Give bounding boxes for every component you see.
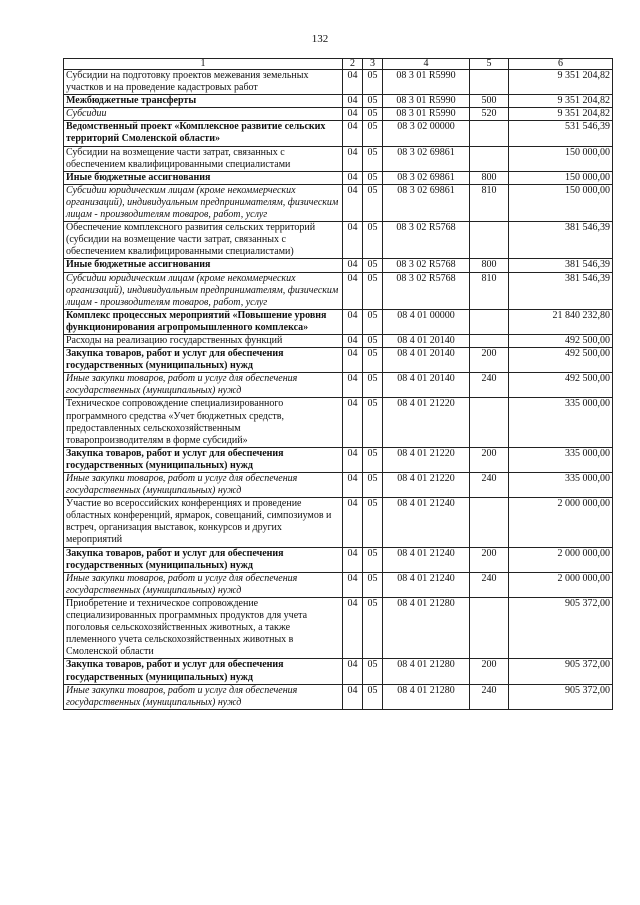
row-name-cell: Субсидии на подготовку проектов межевания земельных участков и на проведение кадастровых работ [64,70,343,95]
target-article-cell: 08 4 01 21240 [383,547,470,572]
table-row [64,373,613,398]
section-cell: 04 [343,498,363,547]
table-row [64,171,613,184]
table-row [64,684,613,709]
target-article-cell: 08 4 01 20140 [383,334,470,347]
expense-type-cell: 500 [470,95,509,108]
target-article-cell: 08 3 02 R5768 [383,222,470,259]
section-cell: 04 [343,70,363,95]
target-article-cell: 08 4 01 20140 [383,373,470,398]
row-name-cell: Обеспечение комплексного развития сельских территорий (субсидии на возмещение части затрат, связанных с обеспечением квалифицированными специалистами) [64,222,343,259]
amount-cell: 492 500,00 [509,348,613,373]
target-article-cell: 08 4 01 20140 [383,348,470,373]
expense-type-cell: 240 [470,684,509,709]
target-article-cell: 08 3 01 R5990 [383,70,470,95]
subsection-cell: 05 [363,547,383,572]
amount-cell: 531 546,39 [509,121,613,146]
column-header: 2 [343,59,363,70]
subsection-cell: 05 [363,373,383,398]
expense-type-cell: 240 [470,572,509,597]
amount-cell: 492 500,00 [509,373,613,398]
expense-type-cell: 810 [470,184,509,221]
table-row [64,597,613,658]
row-name-cell: Ведомственный проект «Комплексное развитие сельских территорий Смоленской области» [64,121,343,146]
row-name-cell: Иные бюджетные ассигнования [64,259,343,272]
table-row [64,473,613,498]
target-article-cell: 08 3 02 69861 [383,146,470,171]
table-row [64,95,613,108]
expense-type-cell [470,222,509,259]
target-article-cell: 08 4 01 00000 [383,309,470,334]
budget-table [63,58,613,710]
row-name-cell: Субсидии [64,108,343,121]
table-row [64,222,613,259]
subsection-cell: 05 [363,348,383,373]
amount-cell: 21 840 232,80 [509,309,613,334]
section-cell: 04 [343,684,363,709]
section-cell: 04 [343,309,363,334]
table-header-row [64,59,613,70]
amount-cell: 905 372,00 [509,659,613,684]
subsection-cell: 05 [363,259,383,272]
amount-cell: 9 351 204,82 [509,70,613,95]
table-row [64,659,613,684]
subsection-cell: 05 [363,272,383,309]
section-cell: 04 [343,659,363,684]
target-article-cell: 08 4 01 21280 [383,684,470,709]
expense-type-cell: 240 [470,473,509,498]
row-name-cell: Субсидии юридическим лицам (кроме некоммерческих организаций), индивидуальным предпринимателям, физическим лицам - производителям товаров, работ, услуг [64,184,343,221]
table-row [64,572,613,597]
table-row [64,547,613,572]
table-row [64,259,613,272]
target-article-cell: 08 3 01 R5990 [383,95,470,108]
column-header: 6 [509,59,613,70]
page-number: 132 [311,33,329,45]
target-article-cell: 08 3 01 R5990 [383,108,470,121]
table-row [64,348,613,373]
target-article-cell: 08 4 01 21220 [383,447,470,472]
expense-type-cell: 200 [470,447,509,472]
expense-type-cell: 200 [470,547,509,572]
column-header: 1 [64,59,343,70]
section-cell: 04 [343,184,363,221]
table-row [64,272,613,309]
amount-cell: 905 372,00 [509,684,613,709]
subsection-cell: 05 [363,184,383,221]
table-row [64,108,613,121]
expense-type-cell [470,498,509,547]
expense-type-cell [470,70,509,95]
row-name-cell: Иные закупки товаров, работ и услуг для обеспечения государственных (муниципальных) нужд [64,373,343,398]
amount-cell: 335 000,00 [509,473,613,498]
subsection-cell: 05 [363,498,383,547]
expense-type-cell: 240 [470,373,509,398]
section-cell: 04 [343,334,363,347]
target-article-cell: 08 3 02 69861 [383,171,470,184]
amount-cell: 381 546,39 [509,259,613,272]
amount-cell: 381 546,39 [509,222,613,259]
section-cell: 04 [343,447,363,472]
target-article-cell: 08 3 02 R5768 [383,272,470,309]
amount-cell: 2 000 000,00 [509,572,613,597]
expense-type-cell: 810 [470,272,509,309]
expense-type-cell [470,309,509,334]
amount-cell: 381 546,39 [509,272,613,309]
row-name-cell: Закупка товаров, работ и услуг для обеспечения государственных (муниципальных) нужд [64,348,343,373]
amount-cell: 9 351 204,82 [509,108,613,121]
row-name-cell: Приобретение и техническое сопровождение специализированных программных продуктов для учета поголовья сельскохозяйственных животных, а также племенного учета сельскохозяйственных животных в Смоленской области [64,597,343,658]
column-header: 5 [470,59,509,70]
subsection-cell: 05 [363,108,383,121]
expense-type-cell: 200 [470,659,509,684]
subsection-cell: 05 [363,334,383,347]
target-article-cell: 08 4 01 21240 [383,498,470,547]
row-name-cell: Иные бюджетные ассигнования [64,171,343,184]
subsection-cell: 05 [363,447,383,472]
subsection-cell: 05 [363,70,383,95]
row-name-cell: Закупка товаров, работ и услуг для обеспечения государственных (муниципальных) нужд [64,547,343,572]
section-cell: 04 [343,222,363,259]
section-cell: 04 [343,473,363,498]
target-article-cell: 08 4 01 21220 [383,398,470,447]
section-cell: 04 [343,171,363,184]
subsection-cell: 05 [363,146,383,171]
table-row [64,309,613,334]
target-article-cell: 08 3 02 69861 [383,184,470,221]
expense-type-cell [470,597,509,658]
expense-type-cell [470,121,509,146]
table-row [64,398,613,447]
section-cell: 04 [343,95,363,108]
section-cell: 04 [343,348,363,373]
subsection-cell: 05 [363,597,383,658]
row-name-cell: Иные закупки товаров, работ и услуг для обеспечения государственных (муниципальных) нужд [64,473,343,498]
section-cell: 04 [343,547,363,572]
row-name-cell: Расходы на реализацию государственных функций [64,334,343,347]
expense-type-cell: 520 [470,108,509,121]
amount-cell: 150 000,00 [509,171,613,184]
row-name-cell: Субсидии на возмещение части затрат, связанных с обеспечением квалифицированными специалистами [64,146,343,171]
target-article-cell: 08 4 01 21240 [383,572,470,597]
expense-type-cell: 200 [470,348,509,373]
subsection-cell: 05 [363,171,383,184]
section-cell: 04 [343,121,363,146]
target-article-cell: 08 4 01 21220 [383,473,470,498]
expense-type-cell: 800 [470,259,509,272]
target-article-cell: 08 3 02 R5768 [383,259,470,272]
subsection-cell: 05 [363,659,383,684]
expense-type-cell [470,146,509,171]
subsection-cell: 05 [363,95,383,108]
amount-cell: 2 000 000,00 [509,547,613,572]
section-cell: 04 [343,259,363,272]
row-name-cell: Межбюджетные трансферты [64,95,343,108]
subsection-cell: 05 [363,684,383,709]
section-cell: 04 [343,108,363,121]
amount-cell: 2 000 000,00 [509,498,613,547]
amount-cell: 150 000,00 [509,146,613,171]
row-name-cell: Участие во всероссийских конференциях и проведение областных конференций, ярмарок, совещаний, симпозиумов и встреч, организация выставок, конкурсов и других мероприятий [64,498,343,547]
table-row [64,184,613,221]
row-name-cell: Закупка товаров, работ и услуг для обеспечения государственных (муниципальных) нужд [64,447,343,472]
amount-cell: 492 500,00 [509,334,613,347]
subsection-cell: 05 [363,121,383,146]
row-name-cell: Иные закупки товаров, работ и услуг для обеспечения государственных (муниципальных) нужд [64,572,343,597]
column-header: 3 [363,59,383,70]
expense-type-cell: 800 [470,171,509,184]
expense-type-cell [470,334,509,347]
section-cell: 04 [343,146,363,171]
amount-cell: 335 000,00 [509,447,613,472]
table-row [64,447,613,472]
section-cell: 04 [343,398,363,447]
amount-cell: 905 372,00 [509,597,613,658]
subsection-cell: 05 [363,398,383,447]
section-cell: 04 [343,572,363,597]
row-name-cell: Техническое сопровождение специализированного программного средства «Учет бюджетных средств, предоставленных сельскохозяйственным товаропроизводителям в форме субсидий» [64,398,343,447]
target-article-cell: 08 3 02 00000 [383,121,470,146]
section-cell: 04 [343,272,363,309]
row-name-cell: Иные закупки товаров, работ и услуг для обеспечения государственных (муниципальных) нужд [64,684,343,709]
row-name-cell: Комплекс процессных мероприятий «Повышение уровня функционирования агропромышленного комплекса» [64,309,343,334]
subsection-cell: 05 [363,473,383,498]
section-cell: 04 [343,373,363,398]
table-row [64,334,613,347]
table-row [64,121,613,146]
expense-type-cell [470,398,509,447]
target-article-cell: 08 4 01 21280 [383,597,470,658]
table-row [64,146,613,171]
table-row [64,498,613,547]
amount-cell: 335 000,00 [509,398,613,447]
column-header: 4 [383,59,470,70]
section-cell: 04 [343,597,363,658]
subsection-cell: 05 [363,309,383,334]
row-name-cell: Закупка товаров, работ и услуг для обеспечения государственных (муниципальных) нужд [64,659,343,684]
subsection-cell: 05 [363,572,383,597]
amount-cell: 9 351 204,82 [509,95,613,108]
row-name-cell: Субсидии юридическим лицам (кроме некоммерческих организаций), индивидуальным предпринимателям, физическим лицам - производителям товаров, работ, услуг [64,272,343,309]
subsection-cell: 05 [363,222,383,259]
target-article-cell: 08 4 01 21280 [383,659,470,684]
table-row [64,70,613,95]
amount-cell: 150 000,00 [509,184,613,221]
